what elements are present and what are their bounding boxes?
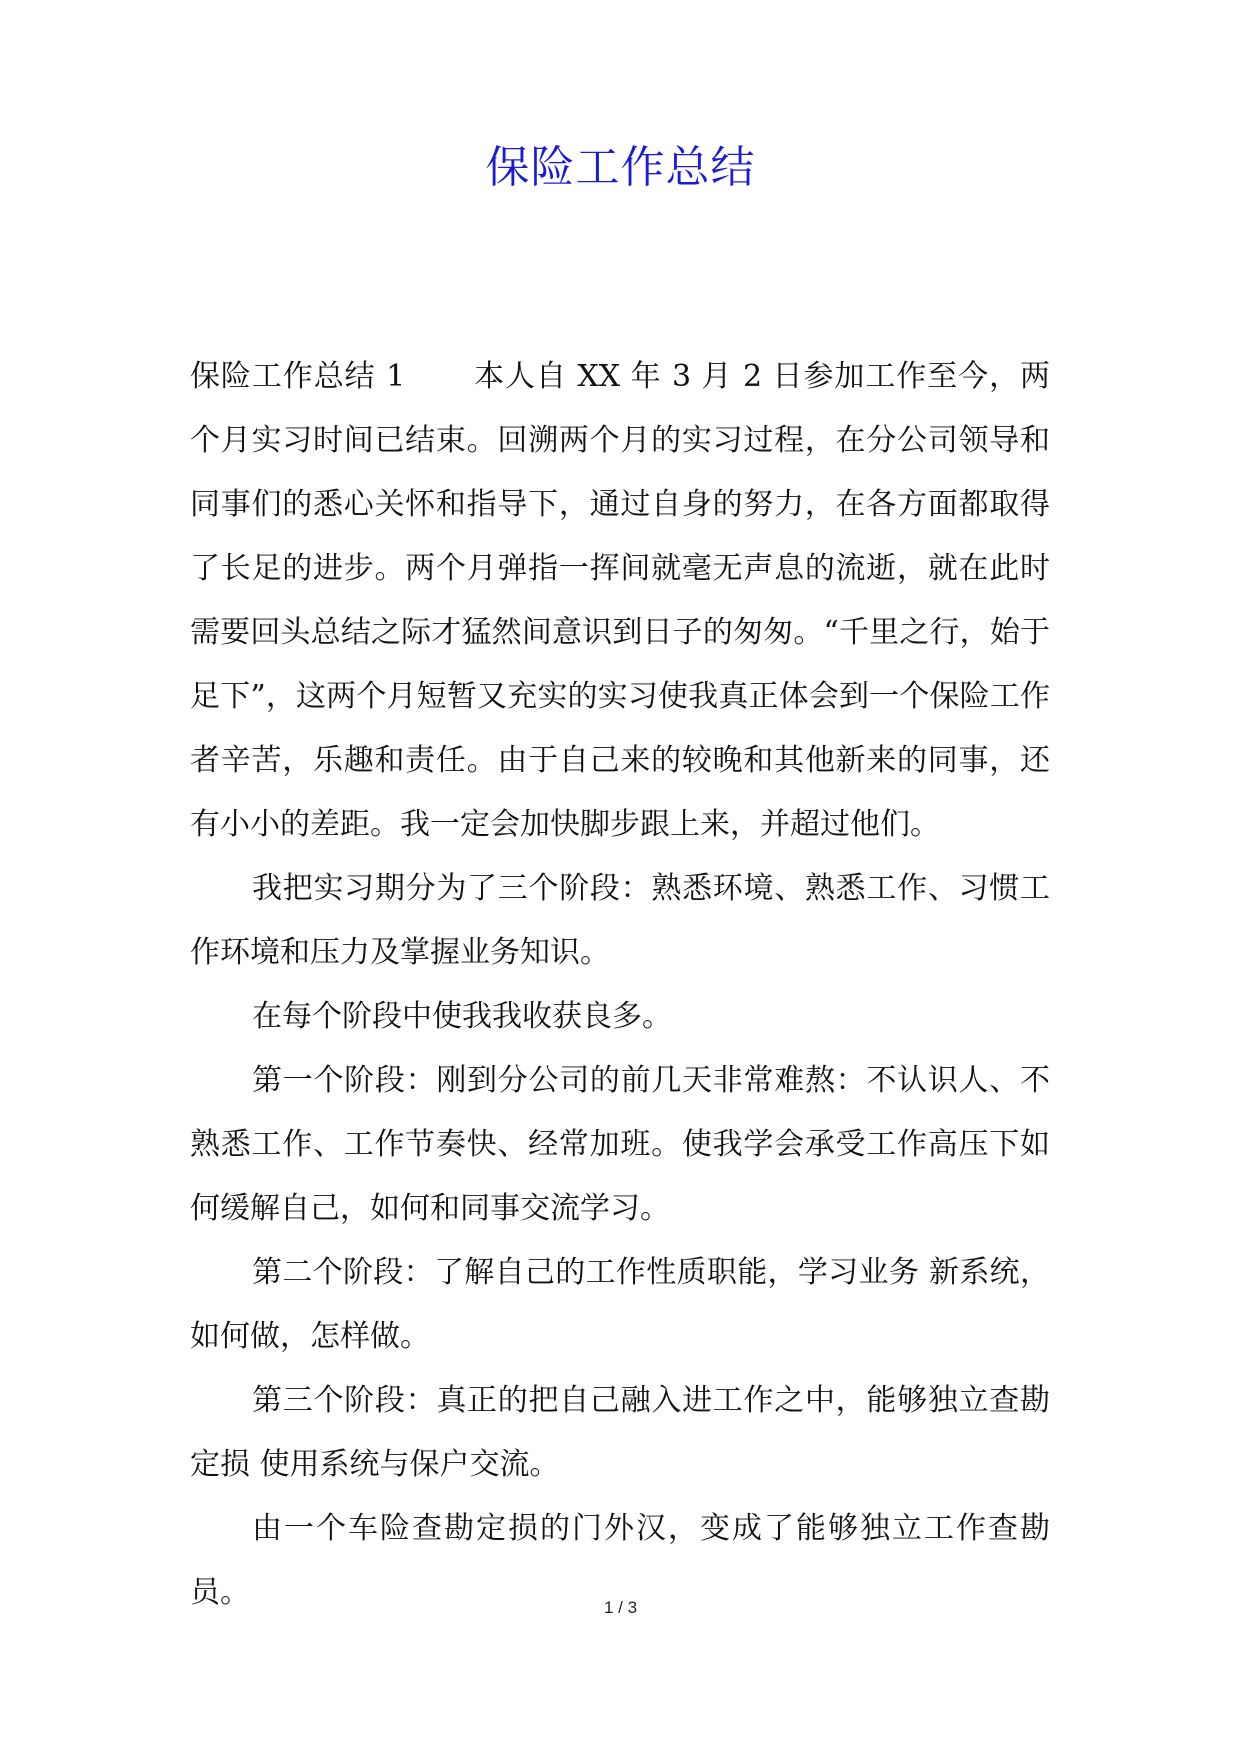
paragraph-stage-three: 第三个阶段：真正的把自己融入进工作之中，能够独立查勘定损 使用系统与保户交流。 bbox=[190, 1383, 1050, 1482]
intro-paragraph bbox=[190, 345, 1050, 857]
paragraph-stages-overview: 我把实习期分为了三个阶段：熟悉环境、熟悉工作、习惯工作环境和压力及掌握业务知识。 bbox=[190, 871, 1050, 970]
paragraph-conclusion: 由一个车险查勘定损的门外汉，变成了能够独立工作查勘员。 bbox=[190, 1511, 1050, 1610]
document-body bbox=[190, 345, 1050, 1625]
intro-text: 本人自 XX 年 3 月 2 日参加工作至今，两个月实习时间已结束。回溯两个月的实习过程，在分公司领导和同事们的悉心关怀和指导下，通过自身的努力，在各方面都取得了长足的进步。两个月弹指一挥间就毫无声息的流逝，就在此时需要回头总结之际才猛然间意识到日子的匆匆。“千里之行，始于足下”，这两个月短暂又充实的实习使我真正体会到一个保险工作者辛苦，乐趣和责任。由于自己来的较晚和其他新来的同事，还有小小的差距。我一定会加快脚步跟上来，并超过他们。 bbox=[190, 359, 1051, 842]
paragraph-stage-two: 第二个阶段：了解自己的工作性质职能，学习业务 新系统，如何做，怎样做。 bbox=[190, 1255, 1050, 1354]
paragraph-stage-one: 第一个阶段：刚到分公司的前几天非常难熬：不认识人、不熟悉工作、工作节奏快、经常加班。使我学会承受工作高压下如何缓解自己，如何和同事交流学习。 bbox=[190, 1063, 1050, 1226]
page-number: 1 / 3 bbox=[603, 1598, 638, 1617]
paragraph-gains: 在每个阶段中使我我收获良多。 bbox=[252, 999, 672, 1034]
section-label: 保险工作总结 1 bbox=[190, 359, 406, 394]
document-title: 保险工作总结 bbox=[485, 142, 756, 193]
